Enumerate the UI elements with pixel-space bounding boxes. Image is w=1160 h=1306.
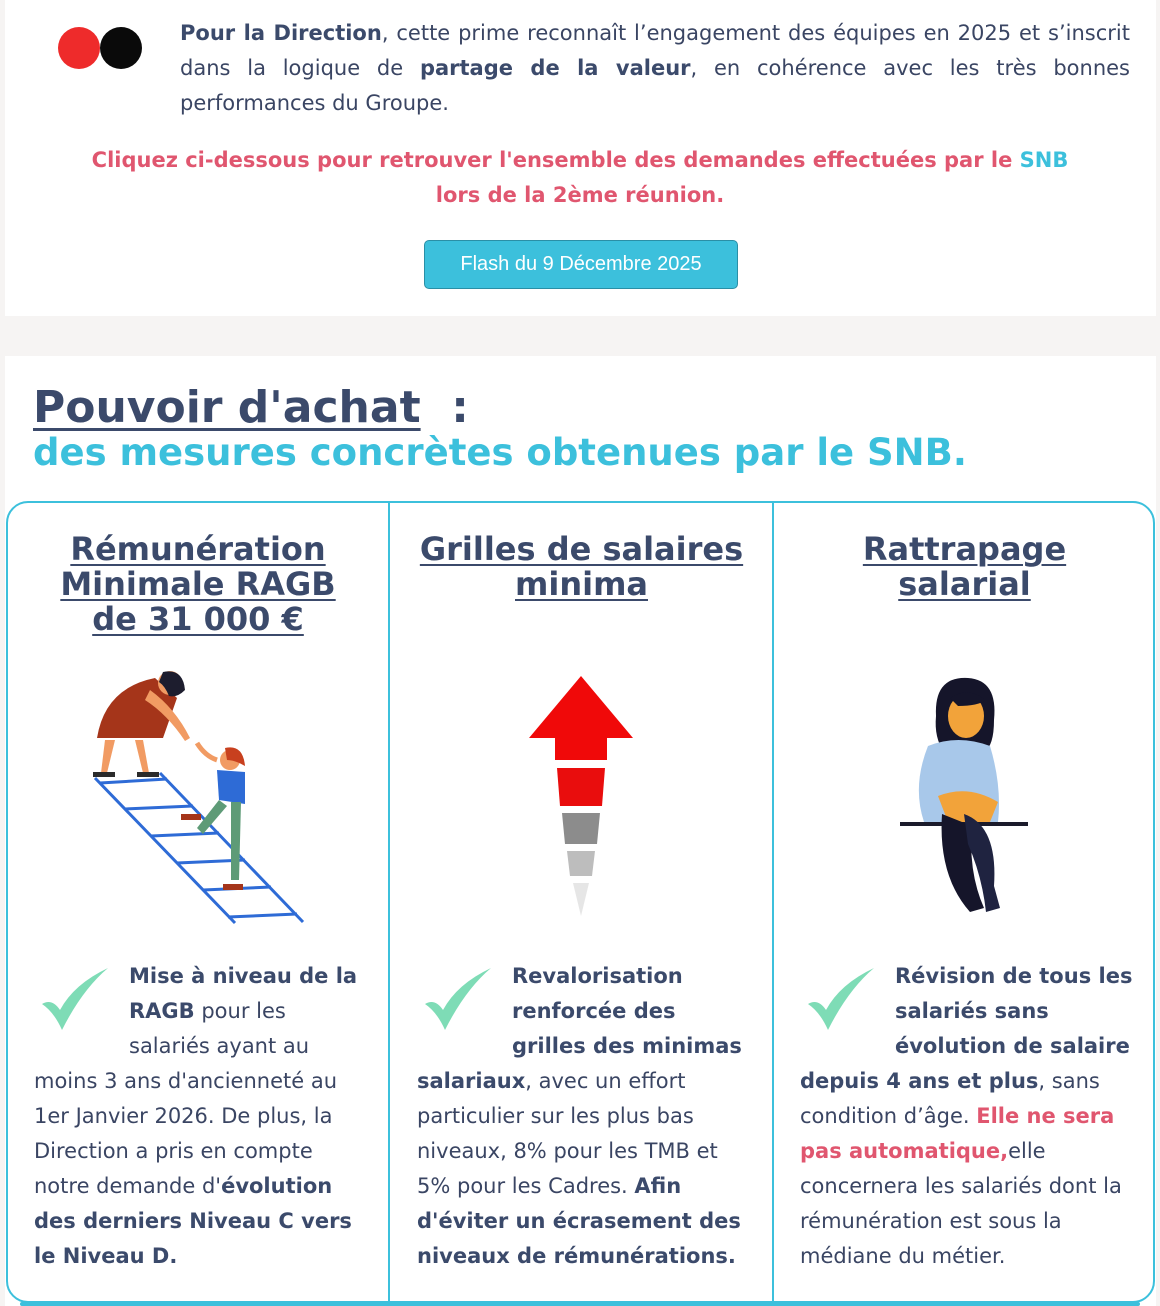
intro-emphasis-value: partage de la valeur — [419, 56, 691, 80]
card-title-line: de 31 000 € — [92, 600, 304, 638]
card-title-line: Rémunération — [70, 530, 326, 568]
callout-text — [0, 143, 1160, 213]
column-divider — [388, 501, 390, 1304]
brand-logo — [58, 27, 144, 69]
card-text-emphasis: Mise à niveau de la RAGB — [129, 964, 358, 1023]
section-title-colon: : — [451, 382, 469, 433]
card-text-body: , avec un effort particulier sur les plus bas niveaux, 8% pour les TMB et 5% pour les Cadres. — [417, 1069, 718, 1198]
logo-black-dot — [100, 27, 142, 69]
card-text-body: pour les salariés ayant au moins 3 ans d'ancienneté au 1er Janvier 2026. De plus, la Direction a pris en compte notre demande d' — [34, 999, 338, 1198]
card-text-ragb — [34, 959, 369, 1274]
logo-red-dot — [58, 27, 100, 69]
card-text-emphasis: Revalorisation renforcée des grilles des minimas salariaux — [417, 964, 742, 1093]
rising-arrow-illustration — [527, 676, 635, 918]
intro-text-end: , en cohérence avec les très bonnes performances du Groupe. — [180, 56, 1130, 115]
helping-hand-ladder-illustration — [85, 668, 310, 926]
card-text-body: elle concernera les salariés dont la rémunération est sous la médiane du métier. — [800, 1139, 1122, 1268]
card-text-grilles — [417, 959, 752, 1274]
card-text-emphasis: Afin d'éviter un écrasement des niveaux de rémunérations. — [417, 1174, 741, 1268]
card-title-line: Rattrapage — [862, 530, 1067, 568]
card-title-grilles — [391, 532, 772, 602]
column-divider — [772, 501, 774, 1304]
intro-emphasis-direction: Pour la Direction — [180, 21, 382, 45]
seated-woman-illustration — [898, 676, 1030, 916]
card-text-rattrapage — [800, 959, 1135, 1274]
intro-paragraph — [180, 16, 1130, 121]
intro-text: , cette prime reconnaît l’engagement des équipes en 2025 et s’inscrit dans la logique de — [180, 21, 1130, 80]
card-text-emphasis: Révision de tous les salariés sans évolution de salaire depuis 4 ans et plus — [800, 964, 1133, 1093]
card-title-line: Grilles de salaires — [419, 530, 744, 568]
section-title-text: Pouvoir d'achat — [33, 382, 421, 433]
flash-link-button[interactable]: Flash du 9 Décembre 2025 — [424, 240, 738, 289]
card-title-rattrapage — [775, 532, 1154, 602]
card-title-ragb — [8, 532, 388, 637]
card-title-line: salarial — [898, 565, 1031, 603]
card-text-emphasis: évolution des derniers Niveau C vers le Niveau D. — [34, 1174, 352, 1268]
bottom-accent-line — [20, 1302, 1140, 1306]
callout-snb: SNB — [1019, 148, 1069, 172]
callout-line2: lors de la 2ème réunion. — [435, 183, 725, 207]
card-title-line: Minimale RAGB — [60, 565, 336, 603]
section-subtitle: des mesures concrètes obtenues par le SNB. — [33, 431, 967, 474]
callout-line1: Cliquez ci-dessous pour retrouver l'ensemble des demandes effectuées par le — [91, 148, 1020, 172]
card-text-body: , sans condition d’âge. — [800, 1069, 1100, 1128]
card-title-line: minima — [515, 565, 648, 603]
card-text-highlight: Elle ne sera pas automatique, — [800, 1104, 1115, 1163]
